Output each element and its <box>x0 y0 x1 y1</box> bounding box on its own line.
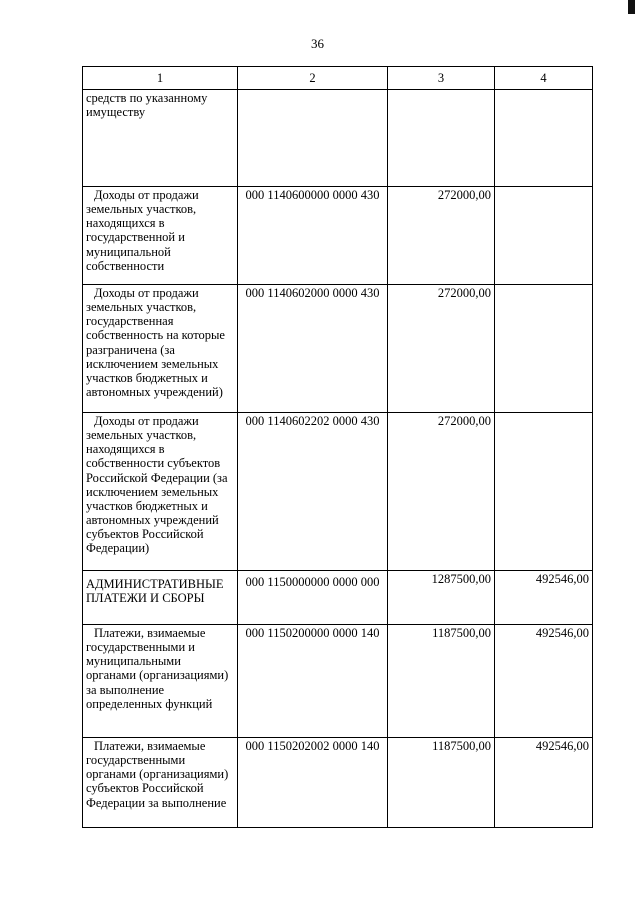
table-row <box>83 285 593 413</box>
column-header-4: 4 <box>495 67 593 90</box>
row-value-4 <box>495 90 593 187</box>
table-row <box>83 187 593 285</box>
row-value-4: 492546,00 <box>495 738 593 828</box>
row-value-3: 1187500,00 <box>388 738 495 828</box>
column-header-2: 2 <box>238 67 388 90</box>
row-value-3: 272000,00 <box>388 187 495 285</box>
row-value-3: 1187500,00 <box>388 625 495 738</box>
column-header-1: 1 <box>83 67 238 90</box>
row-code: 000 1140602202 0000 430 <box>238 413 388 571</box>
table-row <box>83 413 593 571</box>
table-row <box>83 625 593 738</box>
row-value-4 <box>495 285 593 413</box>
header-row <box>83 67 593 90</box>
row-code <box>238 90 388 187</box>
row-value-3: 272000,00 <box>388 413 495 571</box>
table-row <box>83 571 593 625</box>
row-name: средств по указанному имуществу <box>83 90 238 187</box>
row-name: Платежи, взимаемые государственными органами (организациями) субъектов Российской Федерации за выполнение <box>83 738 238 828</box>
row-value-3: 272000,00 <box>388 285 495 413</box>
column-header-3: 3 <box>388 67 495 90</box>
row-value-4: 492546,00 <box>495 571 593 625</box>
row-code: 000 1150202002 0000 140 <box>238 738 388 828</box>
row-code: 000 1150000000 0000 000 <box>238 571 388 625</box>
budget-table <box>82 66 593 828</box>
row-value-3: 1287500,00 <box>388 571 495 625</box>
row-value-4: 492546,00 <box>495 625 593 738</box>
table-row <box>83 90 593 187</box>
table-row <box>83 738 593 828</box>
row-code: 000 1150200000 0000 140 <box>238 625 388 738</box>
row-name: Платежи, взимаемые государственными и муниципальными органами (организациями) за выполнение определенных функций <box>83 625 238 738</box>
row-value-3 <box>388 90 495 187</box>
row-name: АДМИНИСТРАТИВНЫЕ ПЛАТЕЖИ И СБОРЫ <box>83 571 238 625</box>
row-value-4 <box>495 187 593 285</box>
row-name: Доходы от продажи земельных участков, находящихся в собственности субъектов Российской Федерации (за исключением земельных участков бюджетных и автономных учреждений субъектов Российской Федерации) <box>83 413 238 571</box>
page-number: 36 <box>311 36 324 51</box>
row-code: 000 1140602000 0000 430 <box>238 285 388 413</box>
row-name: Доходы от продажи земельных участков, государственная собственность на которые разграничена (за исключением земельных участков бюджетных и автономных учреждений) <box>83 285 238 413</box>
row-value-4 <box>495 413 593 571</box>
row-code: 000 1140600000 0000 430 <box>238 187 388 285</box>
row-name: Доходы от продажи земельных участков, находящихся в государственной и муниципальной собственности <box>83 187 238 285</box>
scan-corner-mark <box>628 0 635 14</box>
